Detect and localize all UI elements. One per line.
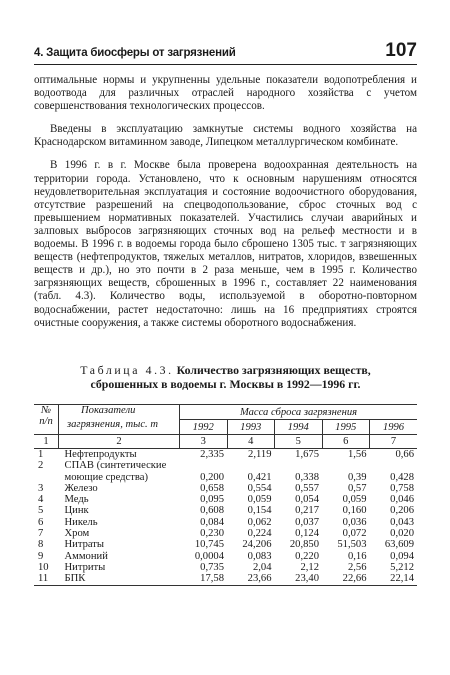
value-cell: 1,675 <box>295 449 319 460</box>
row-indicator: Нитриты <box>64 561 106 573</box>
value-cell: 51,503 <box>337 539 367 551</box>
mass-header: Масса сброса загрязнения <box>180 405 418 420</box>
empty-cell <box>370 460 418 471</box>
value-cell: 0,758 <box>390 482 414 494</box>
row-number: 8 <box>38 539 44 551</box>
row-indicator: БПК <box>59 573 180 585</box>
value-cell: 0,57 <box>347 482 367 494</box>
year-header: 1992 <box>180 420 228 435</box>
paragraph: Введены в эксплуатацию замкнутые системы водного хозяйства на Краснодарском витаминном заводе, Липецком металлургическом комбинате. <box>34 123 417 149</box>
value-cell: 20,850 <box>289 539 319 551</box>
table-row <box>34 551 417 562</box>
table-row <box>34 460 417 471</box>
value-cell: 0,608 <box>200 505 224 517</box>
empty-cell <box>180 460 228 471</box>
column-index: 6 <box>322 435 370 449</box>
value-cell: 0,658 <box>200 482 224 494</box>
row-indicator: Хром <box>64 528 90 540</box>
col-indicator-header: Показатели загрязнения, тыс. т <box>59 405 180 435</box>
data-table <box>34 404 417 586</box>
value-cell: 23,40 <box>275 573 323 585</box>
column-index: 7 <box>370 435 418 449</box>
table-row <box>34 562 417 573</box>
row-number: 1 <box>38 449 44 460</box>
paragraph: оптимальные нормы и укрупненны удельные показатели водопотребления и водоотвода для различных отраслей народного хозяйства с учетом совершенствования технологических процессов. <box>34 74 417 113</box>
table-row <box>34 517 417 528</box>
row-indicator: моющие средства) <box>64 471 148 483</box>
value-cell: 0,154 <box>247 505 272 517</box>
row-number: 4 <box>38 494 44 506</box>
value-cell: 0,200 <box>200 471 224 483</box>
col-number-header: № п/п <box>34 405 59 435</box>
value-cell: 0,16 <box>347 550 367 562</box>
value-cell: 0,428 <box>390 471 414 483</box>
year-header: 1993 <box>227 420 275 435</box>
table-row <box>34 449 417 461</box>
empty-cell <box>322 460 370 471</box>
row-indicator: Нитраты <box>64 539 105 551</box>
row-indicator: Железо <box>64 482 98 494</box>
row-number: 3 <box>38 482 44 494</box>
value-cell: 10,745 <box>194 539 224 551</box>
value-cell: 22,66 <box>322 573 370 585</box>
value-cell: 0,735 <box>200 561 224 573</box>
row-indicator: Аммоний <box>64 550 108 562</box>
column-index: 1 <box>34 435 59 449</box>
table-row <box>34 539 417 550</box>
row-indicator: Нефтепродукты <box>64 449 137 460</box>
value-cell: 0,054 <box>295 494 319 506</box>
value-cell: 0,020 <box>390 528 414 540</box>
value-cell: 2,12 <box>300 561 319 573</box>
value-cell: 0,206 <box>390 505 414 517</box>
column-index: 2 <box>59 435 180 449</box>
value-cell: 0,046 <box>390 494 414 506</box>
row-number: 10 <box>38 561 49 573</box>
page-number: 107 <box>385 40 417 61</box>
value-cell: 5,212 <box>390 561 414 573</box>
year-header: 1996 <box>382 421 405 433</box>
value-cell: 17,58 <box>180 573 228 585</box>
value-cell: 22,14 <box>370 573 418 585</box>
value-cell: 0,338 <box>295 471 319 483</box>
value-cell: 0,095 <box>200 494 224 506</box>
year-header: 1994 <box>275 420 323 435</box>
value-cell: 1,56 <box>347 449 367 460</box>
value-cell: 0,554 <box>247 482 272 494</box>
value-cell: 2,04 <box>252 561 272 573</box>
value-cell: 0,230 <box>200 528 224 540</box>
value-cell: 0,043 <box>390 516 414 528</box>
row-number: 7 <box>38 528 44 540</box>
body-text <box>34 74 417 330</box>
table-row <box>34 573 417 585</box>
row-number: 2 <box>38 460 44 472</box>
value-cell: 0,557 <box>295 482 319 494</box>
value-cell: 2,335 <box>200 449 224 460</box>
value-cell: 0,66 <box>395 449 414 460</box>
column-index: 3 <box>180 435 228 449</box>
table-row <box>34 483 417 494</box>
row-number: 9 <box>38 550 44 562</box>
value-cell: 0,094 <box>390 550 414 562</box>
table-row <box>34 494 417 505</box>
value-cell: 0,124 <box>295 528 319 540</box>
empty-cell <box>227 460 275 471</box>
empty-cell <box>275 460 323 471</box>
row-number: 6 <box>38 516 44 528</box>
value-cell: 0,217 <box>295 505 319 517</box>
value-cell: 0,072 <box>342 528 367 540</box>
value-cell: 0,083 <box>247 550 272 562</box>
table-caption <box>34 363 417 391</box>
empty-cell <box>34 472 59 483</box>
row-indicator: СПАВ (синтетические <box>64 460 167 472</box>
value-cell: 24,206 <box>242 539 272 551</box>
value-cell: 23,66 <box>227 573 275 585</box>
row-number: 11 <box>34 573 59 585</box>
value-cell: 2,119 <box>248 449 272 460</box>
column-index: 5 <box>275 435 323 449</box>
table-title-line2: сброшенных в водоемы г. Москвы в 1992—1996 гг. <box>90 377 361 391</box>
value-cell: 0,059 <box>247 494 272 506</box>
row-number: 5 <box>38 505 44 517</box>
year-header: 1995 <box>322 420 370 435</box>
row-indicator: Медь <box>64 494 89 506</box>
value-cell: 2,56 <box>347 561 367 573</box>
value-cell: 0,39 <box>347 471 367 483</box>
value-cell: 0,220 <box>295 550 319 562</box>
paragraph: В 1996 г. в г. Москве была проверена водоохранная деятельность на территории города. Установлено, что к основным нарушениям относятся неудовлетворительная эксплуатация и состояние водоочистного оборудования, отсутствие разрешений на спецводопользование, сброс сточных вод с превышением нормативных показателей. Участились случаи аварийных и залповых выбросов загрязняющих сточных вод на рельеф местности и в водоемы. В 1996 г. в водоемы города было сброшено 1305 тыс. т загрязняющих веществ (нефтепродуктов, тяжелых металлов, нитратов, хлоридов, взвешенных веществ и др.), но это почти в 2 раза меньше, чем в 1995 г. Количество загрязняющих веществ, сброшенных в 1996 г., составляет 22 наименования (табл. 4.3). Количество воды, используемой в оборотно-повторном водоснабжении, растет недостаточно: лишь на 16 предприятиях строятся очистные сооружения, а также системы оборотного водоснабжения. <box>34 159 417 329</box>
column-index: 4 <box>227 435 275 449</box>
table-row <box>34 505 417 516</box>
value-cell: 63,609 <box>384 539 414 551</box>
chapter-title: 4. Защита биосферы от загрязнений <box>34 47 236 59</box>
value-cell: 0,062 <box>247 516 272 528</box>
table-label: Таблица 4.3. <box>80 363 174 377</box>
value-cell: 0,0004 <box>194 550 224 562</box>
value-cell: 0,084 <box>200 516 224 528</box>
value-cell: 0,036 <box>342 516 367 528</box>
table-row <box>34 472 417 483</box>
value-cell: 0,160 <box>342 505 367 517</box>
value-cell: 0,421 <box>247 471 272 483</box>
row-indicator: Цинк <box>64 505 89 517</box>
table-title-line1: Количество загрязняющих веществ, <box>176 363 371 377</box>
row-indicator: Никель <box>64 516 98 528</box>
value-cell: 0,037 <box>295 516 319 528</box>
table-row <box>34 528 417 539</box>
column-index-row <box>34 435 417 449</box>
value-cell: 0,224 <box>247 528 272 540</box>
value-cell: 0,059 <box>342 494 367 506</box>
page-header <box>34 40 417 65</box>
